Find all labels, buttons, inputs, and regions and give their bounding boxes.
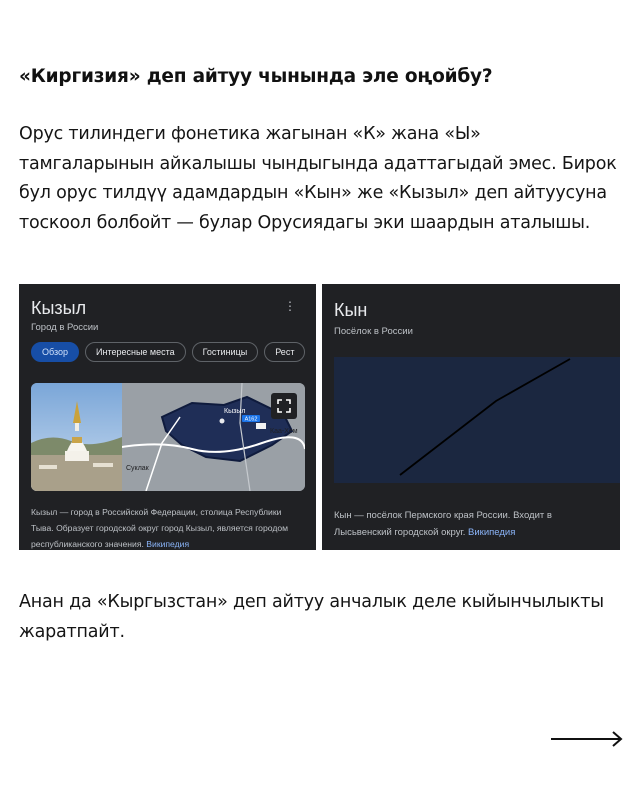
kyzyl-title: Кызыл [31, 298, 87, 318]
tab-restaurants[interactable]: Рест [264, 342, 305, 362]
more-vert-icon[interactable]: ⋮ [284, 299, 296, 313]
kyzyl-subtitle: Город в России [31, 322, 99, 333]
kyzyl-description-text: Кызыл — город в Российской Федерации, столица Республики Тыва. Образует городской округ город Кызыл, является городом республиканского значения. [31, 507, 289, 549]
headline: «Киргизия» деп айтуу чынында эле оңойбу? [19, 66, 493, 87]
kyzyl-description [31, 504, 306, 550]
kyn-wikipedia-link[interactable]: Википедия [468, 527, 516, 538]
paragraph-kyrgyzstan: Анан да «Кыргызстан» деп айтуу анчалык деле кыйынчылыкты жаратпайт. [19, 592, 604, 642]
paragraph-phonetics: Орус тилиндеги фонетика жагынан «К» жана «Ы» тамгаларынын айкалышы чындыгында адаттагыдай эмес. Бирок бул орус тилдүү адамдардын «Кын» же «Кызыл» деп айтуусуна тоскоол болбойт — булар Орусиядагы эки шаардын аталышы. [19, 124, 617, 233]
area-label: Суклак [126, 465, 149, 472]
kyn-search-card [322, 284, 620, 550]
expand-map-button[interactable] [271, 393, 297, 419]
kyn-map[interactable] [334, 357, 620, 483]
stupa-photo[interactable] [31, 383, 122, 491]
kyzyl-media [31, 383, 305, 491]
kyn-subtitle: Посёлок в России [334, 326, 413, 337]
tab-hotels[interactable]: Гостиницы [192, 342, 259, 362]
kyzyl-search-card [19, 284, 316, 550]
kyzyl-tabs [31, 342, 305, 362]
tab-overview[interactable]: Обзор [31, 342, 79, 362]
arrow-right-icon[interactable] [551, 729, 623, 749]
district-label: Каа-Хем [270, 428, 298, 435]
expand-icon [277, 399, 291, 413]
kyn-description [334, 507, 610, 541]
kyn-title: Кын [334, 300, 368, 320]
road-label: А162 [244, 416, 258, 423]
kyzyl-wikipedia-link[interactable]: Википедия [146, 539, 190, 549]
kyn-description-text: Кын — посёлок Пермского края России. Входит в Лысьвенский городской округ. [334, 510, 552, 538]
city-label: Кызыл [224, 408, 246, 415]
tab-places[interactable]: Интересные места [85, 342, 186, 362]
